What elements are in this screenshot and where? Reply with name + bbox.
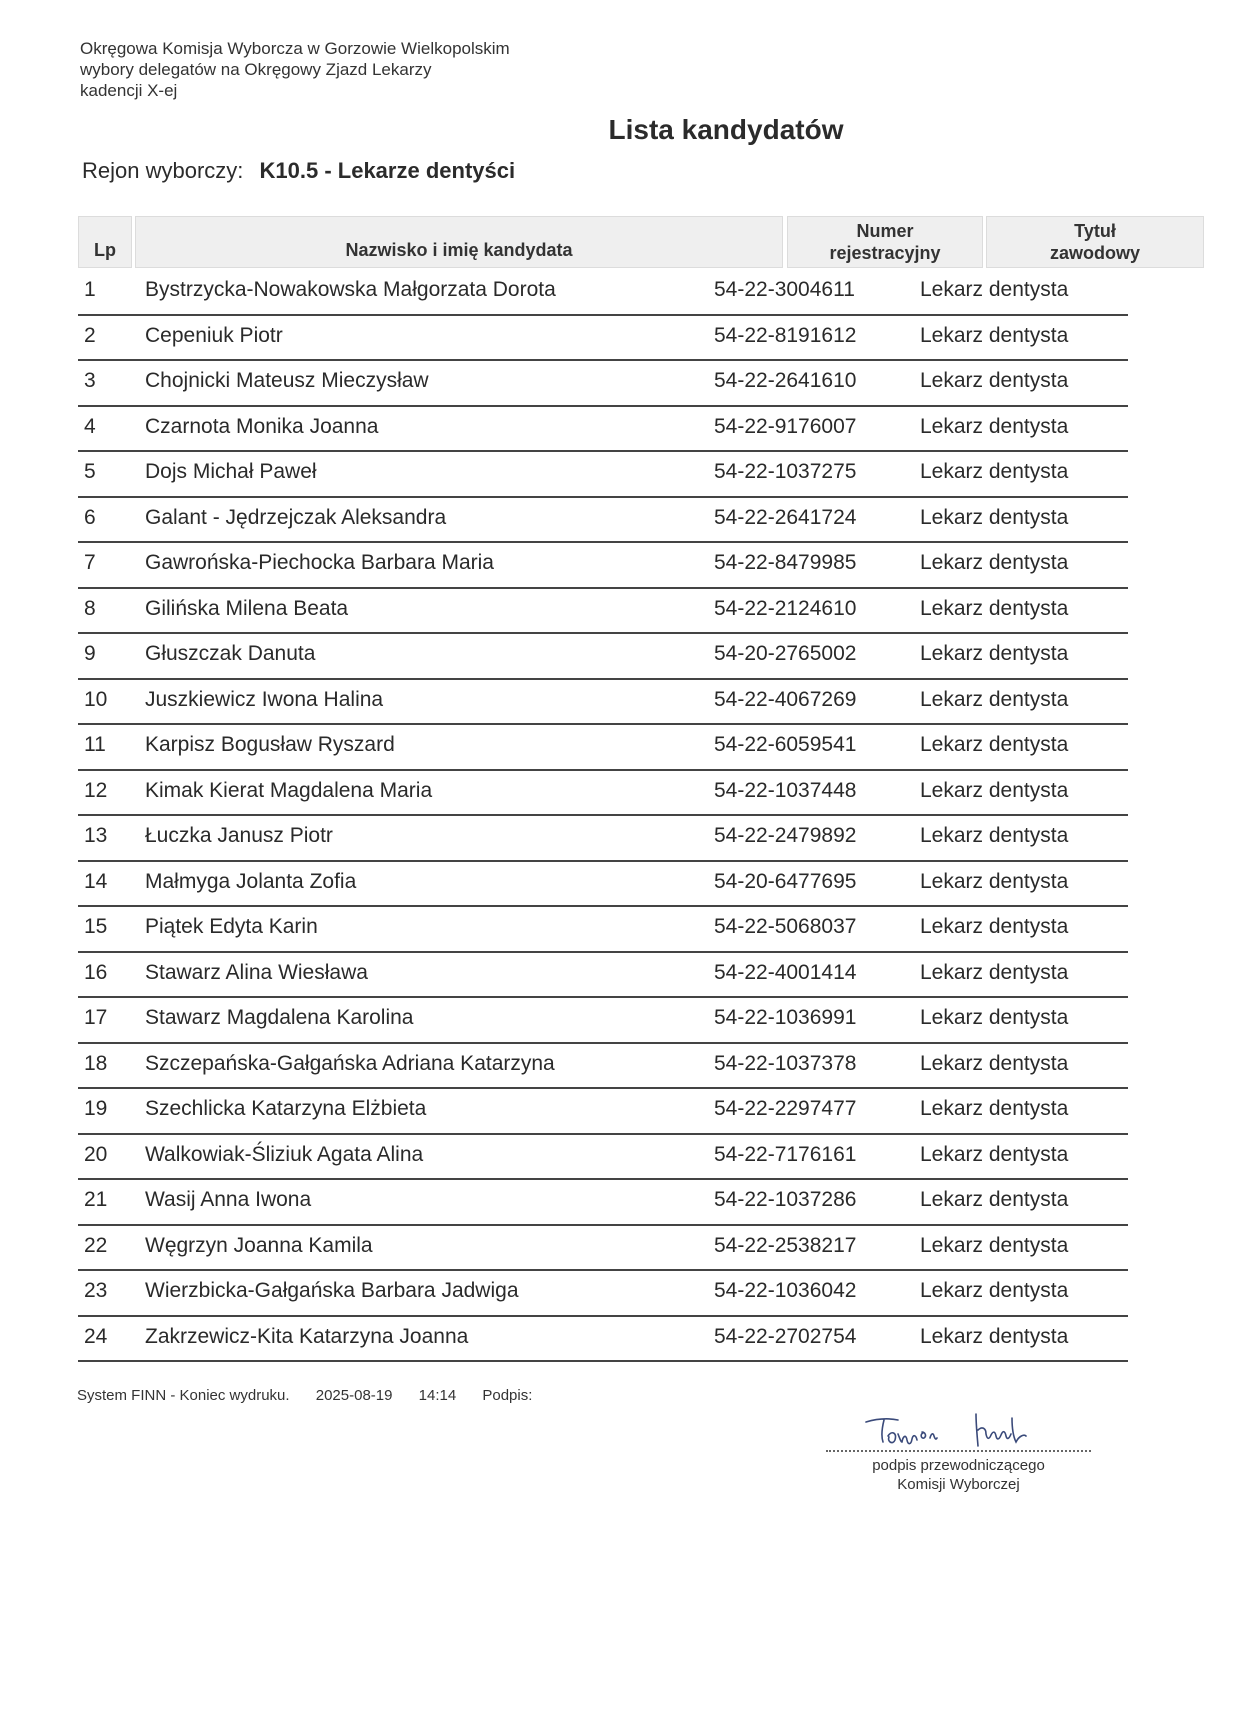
professional-title: Lekarz dentysta	[920, 1324, 1069, 1348]
table-row	[78, 680, 1128, 726]
table-row	[78, 1226, 1128, 1272]
table-row	[78, 407, 1128, 453]
candidate-lp: 24	[84, 1324, 108, 1348]
professional-title: Lekarz dentysta	[920, 1188, 1069, 1211]
candidate-lp: 17	[84, 1006, 108, 1029]
candidate-lp: 13	[84, 824, 108, 847]
table-row	[78, 1044, 1128, 1090]
registration-number: 54-22-1037378	[714, 1051, 857, 1075]
candidate-lp: 6	[84, 505, 96, 529]
table-row	[78, 1135, 1128, 1181]
candidate-name: Gilińska Milena Beata	[145, 596, 349, 620]
professional-title: Lekarz dentysta	[920, 869, 1069, 893]
registration-number: 54-22-7176161	[714, 1142, 857, 1166]
candidate-name: Wierzbicka-Gałgańska Barbara Jadwiga	[145, 1279, 519, 1302]
registration-number: 54-22-2641724	[714, 505, 857, 529]
candidate-lp: 20	[84, 1142, 108, 1166]
signature-block	[826, 1410, 1091, 1494]
professional-title: Lekarz dentysta	[920, 915, 1069, 938]
org-line-3: kadencji X-ej	[80, 81, 178, 100]
professional-title: Lekarz dentysta	[920, 1142, 1069, 1166]
professional-title: Lekarz dentysta	[920, 960, 1069, 984]
registration-number: 54-22-2124610	[714, 596, 857, 620]
table-row	[78, 634, 1128, 680]
column-header-number-line1: Numer	[856, 221, 914, 241]
table-row	[78, 589, 1128, 635]
signature-dotted-line	[826, 1450, 1091, 1452]
candidate-lp: 8	[84, 596, 96, 620]
candidate-lp: 1	[84, 278, 96, 301]
candidate-name: Czarnota Monika Joanna	[145, 414, 379, 438]
registration-number: 54-22-2641610	[714, 369, 857, 392]
professional-title: Lekarz dentysta	[920, 1006, 1069, 1029]
document-title-wrap	[0, 114, 1240, 146]
registration-number: 54-22-1037448	[714, 778, 857, 802]
table-row	[78, 452, 1128, 498]
candidate-lp: 10	[84, 687, 108, 711]
candidate-name: Stawarz Magdalena Karolina	[145, 1006, 414, 1029]
region-value: K10.5 - Lekarze dentyści	[259, 158, 516, 183]
candidate-lp: 9	[84, 642, 96, 665]
column-header-name: Nazwisko i imię kandydata	[135, 216, 783, 268]
professional-title: Lekarz dentysta	[920, 1233, 1069, 1257]
registration-number: 54-22-4001414	[714, 960, 857, 984]
candidate-name: Wasij Anna Iwona	[145, 1188, 312, 1211]
print-footer	[77, 1387, 554, 1404]
table-row	[78, 543, 1128, 589]
candidate-lp: 23	[84, 1279, 108, 1302]
professional-title: Lekarz dentysta	[920, 369, 1069, 392]
professional-title: Lekarz dentysta	[920, 551, 1069, 574]
candidate-lp: 7	[84, 551, 96, 574]
column-header-title	[986, 216, 1204, 268]
table-row	[78, 270, 1128, 316]
professional-title: Lekarz dentysta	[920, 1097, 1069, 1120]
candidate-lp: 11	[84, 733, 106, 756]
registration-number: 54-22-8191612	[714, 323, 857, 347]
professional-title: Lekarz dentysta	[920, 642, 1069, 665]
column-header-title-line2: zawodowy	[1049, 243, 1140, 263]
registration-number: 54-22-5068037	[714, 915, 857, 938]
professional-title: Lekarz dentysta	[920, 596, 1069, 620]
registration-number: 54-22-1036991	[714, 1006, 857, 1029]
professional-title: Lekarz dentysta	[920, 278, 1069, 301]
signature-caption-line1: podpis przewodniczącego	[872, 1457, 1045, 1474]
table-row	[78, 1271, 1128, 1317]
column-header-lp: Lp	[78, 216, 132, 268]
table-row	[78, 771, 1128, 817]
candidate-name: Juszkiewicz Iwona Halina	[145, 687, 384, 711]
org-line-2: wybory delegatów na Okręgowy Zjazd Lekarzy	[80, 60, 432, 79]
candidate-name: Karpisz Bogusław Ryszard	[145, 733, 395, 756]
professional-title: Lekarz dentysta	[920, 1051, 1069, 1075]
candidate-lp: 15	[84, 915, 108, 938]
professional-title: Lekarz dentysta	[920, 1279, 1069, 1302]
candidate-lp: 21	[84, 1188, 108, 1211]
registration-number: 54-20-2765002	[714, 642, 857, 665]
signature-label: Podpis:	[482, 1387, 533, 1404]
registration-number: 54-22-2702754	[714, 1324, 857, 1348]
table-row	[78, 725, 1128, 771]
registration-number: 54-22-4067269	[714, 687, 857, 711]
registration-number: 54-22-1037286	[714, 1188, 857, 1211]
table-row	[78, 998, 1128, 1044]
handwritten-signature	[826, 1410, 1091, 1450]
table-row	[78, 953, 1128, 999]
candidate-name: Piątek Edyta Karin	[145, 915, 318, 938]
signature-caption-line2: Komisji Wyborczej	[897, 1476, 1020, 1493]
candidate-name: Walkowiak-Śliziuk Agata Alina	[145, 1142, 424, 1166]
column-header-number	[787, 216, 983, 268]
electoral-region	[82, 158, 515, 184]
professional-title: Lekarz dentysta	[920, 687, 1069, 711]
candidate-lp: 18	[84, 1051, 108, 1075]
candidate-name: Łuczka Janusz Piotr	[145, 824, 333, 847]
system-text: System FINN - Koniec wydruku.	[77, 1387, 290, 1404]
candidate-lp: 14	[84, 869, 108, 893]
table-row	[78, 1180, 1128, 1226]
candidate-name: Galant - Jędrzejczak Aleksandra	[145, 505, 447, 529]
registration-number: 54-22-1037275	[714, 460, 857, 483]
candidate-lp: 2	[84, 323, 96, 347]
candidate-name: Bystrzycka-Nowakowska Małgorzata Dorota	[145, 278, 556, 301]
table-header	[78, 216, 1140, 270]
print-date: 2025-08-19	[315, 1387, 393, 1404]
table-row	[78, 1317, 1128, 1363]
registration-number: 54-20-6477695	[714, 869, 857, 893]
table-body	[78, 270, 1128, 1362]
candidate-lp: 19	[84, 1097, 108, 1120]
candidate-lp: 5	[84, 460, 96, 483]
print-time: 14:14	[418, 1387, 457, 1404]
professional-title: Lekarz dentysta	[920, 778, 1069, 802]
registration-number: 54-22-8479985	[714, 551, 857, 574]
registration-number: 54-22-3004611	[714, 278, 855, 301]
registration-number: 54-22-2297477	[714, 1097, 857, 1120]
professional-title: Lekarz dentysta	[920, 460, 1069, 483]
candidate-name: Szczepańska-Gałgańska Adriana Katarzyna	[145, 1051, 555, 1075]
professional-title: Lekarz dentysta	[920, 505, 1069, 529]
candidate-name: Małmyga Jolanta Zofia	[145, 869, 357, 893]
organization-header	[80, 38, 510, 101]
column-header-number-line2: rejestracyjny	[829, 243, 941, 263]
candidate-name: Węgrzyn Joanna Kamila	[145, 1233, 373, 1257]
table-row	[78, 1089, 1128, 1135]
candidate-name: Szechlicka Katarzyna Elżbieta	[145, 1097, 427, 1120]
candidate-lp: 16	[84, 960, 108, 984]
table-row	[78, 816, 1128, 862]
region-label: Rejon wyborczy:	[82, 158, 244, 183]
org-line-1: Okręgowa Komisja Wyborcza w Gorzowie Wielkopolskim	[80, 39, 510, 58]
candidate-lp: 4	[84, 414, 96, 438]
table-row	[78, 316, 1128, 362]
candidate-name: Cepeniuk Piotr	[145, 323, 283, 347]
candidate-name: Kimak Kierat Magdalena Maria	[145, 778, 433, 802]
professional-title: Lekarz dentysta	[920, 733, 1069, 756]
registration-number: 54-22-2479892	[714, 824, 857, 847]
table-row	[78, 907, 1128, 953]
table-row	[78, 361, 1128, 407]
candidate-name: Zakrzewicz-Kita Katarzyna Joanna	[145, 1324, 469, 1348]
candidate-lp: 12	[84, 778, 108, 802]
registration-number: 54-22-9176007	[714, 414, 857, 438]
table-row	[78, 498, 1128, 544]
candidate-name: Chojnicki Mateusz Mieczysław	[145, 369, 429, 392]
table-row	[78, 862, 1128, 908]
signature-scribble-icon	[826, 1410, 1091, 1450]
registration-number: 54-22-2538217	[714, 1233, 857, 1257]
column-header-title-line1: Tytuł	[1074, 221, 1116, 241]
candidate-name: Głuszczak Danuta	[145, 642, 316, 665]
candidate-name: Stawarz Alina Wiesława	[145, 960, 368, 984]
professional-title: Lekarz dentysta	[920, 414, 1069, 438]
document-title: Lista kandydatów	[608, 114, 844, 145]
candidate-lp: 22	[84, 1233, 108, 1257]
professional-title: Lekarz dentysta	[920, 323, 1069, 347]
registration-number: 54-22-1036042	[714, 1279, 857, 1302]
candidate-name: Gawrońska-Piechocka Barbara Maria	[145, 551, 494, 574]
candidate-lp: 3	[84, 369, 96, 392]
registration-number: 54-22-6059541	[714, 733, 857, 756]
candidate-name: Dojs Michał Paweł	[145, 460, 317, 483]
professional-title: Lekarz dentysta	[920, 824, 1069, 847]
candidates-table	[78, 216, 1140, 1362]
